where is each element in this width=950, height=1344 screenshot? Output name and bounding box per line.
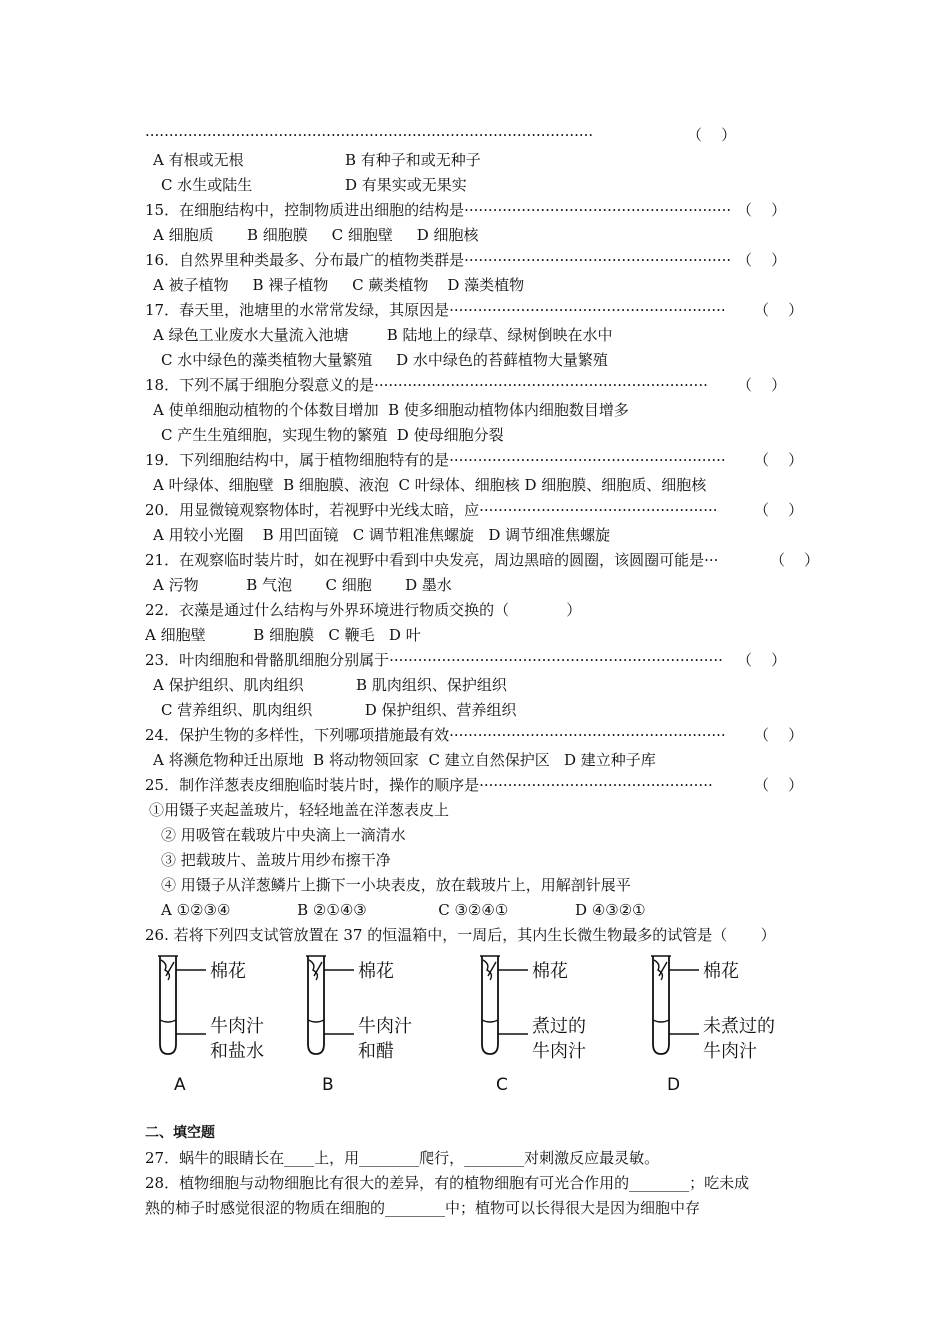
- question-23-options-row1: A 保护组织、肌肉组织 B 肌肉组织、保护组织: [153, 676, 507, 694]
- question-25-step-2: ② 用吸管在载玻片中央滴上一滴清水: [161, 826, 406, 844]
- answer-paren: （ ）: [754, 451, 804, 469]
- contents-label-line-1: 煮过的: [532, 1016, 586, 1037]
- cotton-label: 棉花: [210, 961, 246, 982]
- question-18-options-row1: A 使单细胞动植物的个体数目增加 B 使多细胞动植物体内细胞数目增多: [153, 401, 629, 419]
- contents-label-line-1: 未煮过的: [703, 1016, 775, 1037]
- question-18-stem: 18．下列不属于细胞分裂意义的是······································································: [145, 376, 708, 394]
- question-21-options: A 污物 B 气泡 C 细胞 D 墨水: [153, 576, 452, 594]
- question-25-step-3: ③ 把载玻片、盖玻片用纱布擦干净: [161, 851, 391, 869]
- contents-label-line-2: 牛肉汁: [532, 1041, 586, 1062]
- question-15-options: A 细胞质 B 细胞膜 C 细胞壁 D 细胞核: [153, 226, 479, 244]
- contents-label-line-1: 牛肉汁: [358, 1016, 412, 1037]
- answer-paren: （ ）: [687, 126, 737, 144]
- cotton-label: 棉花: [358, 961, 394, 982]
- tube-letter: B: [322, 1075, 334, 1095]
- answer-paren: （ ）: [737, 201, 787, 219]
- question-23-options-row2: C 营养组织、肌肉组织 D 保护组织、营养组织: [161, 701, 517, 719]
- contents-label-line-2: 和醋: [358, 1041, 394, 1062]
- question-17-options-row1: A 绿色工业废水大量流入池塘 B 陆地上的绿草、绿树倒映在水中: [153, 326, 613, 344]
- option-d: D 有果实或无果实: [345, 176, 467, 194]
- answer-paren: （ ）: [737, 651, 787, 669]
- answer-paren: （ ）: [770, 551, 820, 569]
- question-26-stem: 26. 若将下列四支试管放置在 37 的恒温箱中，一周后，其内生长微生物最多的试管是（ ）: [145, 926, 776, 944]
- question-14-stem-continuation: ······························································································: [145, 126, 594, 144]
- question-25-options: A ①②③④ B ②①④③ C ③②④① D ④③②①: [161, 901, 646, 919]
- question-23-stem: 23．叶肉细胞和骨骼肌细胞分别属于······································································: [145, 651, 723, 669]
- question-18-options-row2: C 产生生殖细胞，实现生物的繁殖 D 使母细胞分裂: [161, 426, 504, 444]
- tube-letter: A: [174, 1075, 186, 1095]
- question-22-options: A 细胞壁 B 细胞膜 C 鞭毛 D 叶: [145, 626, 421, 644]
- option-b: B 有种子和或无种子: [345, 151, 481, 169]
- answer-paren: （ ）: [754, 776, 804, 794]
- question-20-options: A 用较小光圈 B 用凹面镜 C 调节粗准焦螺旋 D 调节细准焦螺旋: [153, 526, 611, 544]
- question-21-stem: 21．在观察临时装片时，如在视野中看到中央发亮，周边黑暗的圆圈，该圆圈可能是···: [145, 551, 719, 569]
- question-15-stem: 15．在细胞结构中，控制物质进出细胞的结构是························································: [145, 201, 732, 219]
- question-20-stem: 20．用显微镜观察物体时，若视野中光线太暗，应··················································: [145, 501, 718, 519]
- question-25-step-4: ④ 用镊子从洋葱鳞片上撕下一小块表皮，放在载玻片上，用解剖针展平: [161, 876, 631, 894]
- cotton-label: 棉花: [703, 961, 739, 982]
- option-a: A 有根或无根: [153, 151, 244, 169]
- question-22-stem: 22．衣藻是通过什么结构与外界环境进行物质交换的（ ）: [145, 601, 582, 619]
- tube-letter: C: [496, 1075, 508, 1095]
- test-tube-d: [651, 956, 775, 1095]
- question-28-line-2: 熟的柿子时感觉很涩的物质在细胞的________中；植物可以长得很大是因为细胞中存: [145, 1199, 701, 1217]
- question-27: 27．蜗牛的眼睛长在____上，用________爬行，________对刺激反应最灵敏。: [145, 1149, 660, 1167]
- test-tube-figure: [145, 948, 810, 1098]
- tube-letter: D: [667, 1075, 681, 1095]
- question-25-step-1: ①用镊子夹起盖玻片，轻轻地盖在洋葱表皮上: [149, 801, 450, 819]
- answer-paren: （ ）: [737, 376, 787, 394]
- answer-paren: （ ）: [754, 501, 804, 519]
- question-16-stem: 16．自然界里种类最多、分布最广的植物类群是························································: [145, 251, 732, 269]
- question-24-options: A 将濒危物种迁出原地 B 将动物领回家 C 建立自然保护区 D 建立种子库: [153, 751, 656, 769]
- contents-label-line-2: 和盐水: [210, 1041, 264, 1062]
- option-c: C 水生或陆生: [161, 176, 253, 194]
- question-28-line-1: 28．植物细胞与动物细胞比有很大的差异，有的植物细胞有可光合作用的________；吃未成: [145, 1174, 750, 1192]
- question-19-stem: 19．下列细胞结构中，属于植物细胞特有的是··························································: [145, 451, 726, 469]
- cotton-label: 棉花: [532, 961, 568, 982]
- test-tube-b: [306, 956, 412, 1095]
- contents-label-line-2: 牛肉汁: [703, 1041, 757, 1062]
- question-19-options: A 叶绿体、细胞壁 B 细胞膜、液泡 C 叶绿体、细胞核 D 细胞膜、细胞质、细胞核: [153, 476, 707, 494]
- test-tube-c: [480, 956, 586, 1095]
- question-17-options-row2: C 水中绿色的藻类植物大量繁殖 D 水中绿色的苔藓植物大量繁殖: [161, 351, 608, 369]
- question-16-options: A 被子植物 B 裸子植物 C 蕨类植物 D 藻类植物: [153, 276, 525, 294]
- contents-label-line-1: 牛肉汁: [210, 1016, 264, 1037]
- answer-paren: （ ）: [737, 251, 787, 269]
- question-17-stem: 17．春天里，池塘里的水常常发绿，其原因是··························································: [145, 301, 726, 319]
- question-24-stem: 24．保护生物的多样性，下列哪项措施最有效··························································: [145, 726, 726, 744]
- answer-paren: （ ）: [754, 301, 804, 319]
- question-25-stem: 25．制作洋葱表皮细胞临时装片时，操作的顺序是·················································: [145, 776, 713, 794]
- test-tube-a: [158, 956, 264, 1095]
- answer-paren: （ ）: [754, 726, 804, 744]
- section-title: 二、填空题: [145, 1125, 215, 1141]
